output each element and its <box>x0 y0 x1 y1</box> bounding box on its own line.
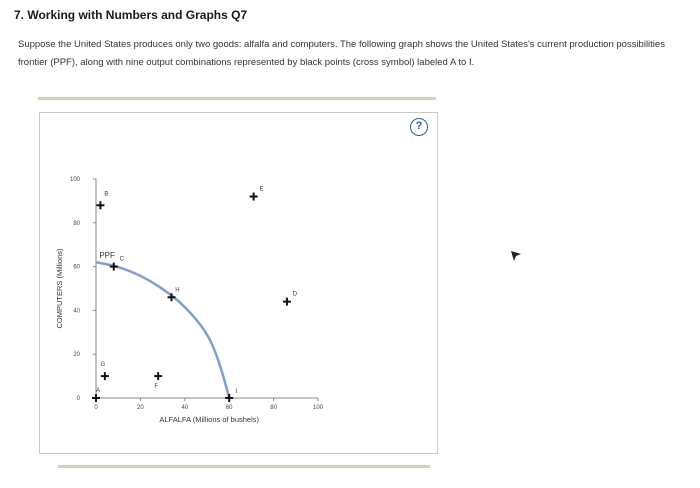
point-b[interactable] <box>96 191 108 209</box>
ppf-curve <box>96 262 229 398</box>
ppf-label: PPF <box>99 250 115 260</box>
point-label: D <box>292 291 298 298</box>
point-label: F <box>154 384 158 391</box>
x-axis-label: ALFALFA (Millions of bushels) <box>159 415 260 424</box>
x-tick-label: 0 <box>94 405 98 411</box>
x-tick-label: 100 <box>312 405 324 411</box>
y-axis-label: COMPUTERS (Millions) <box>55 248 64 329</box>
x-tick-label: 40 <box>181 405 189 411</box>
point-label: I <box>235 389 238 395</box>
point-label: A <box>95 388 101 394</box>
point-g[interactable] <box>101 362 109 380</box>
y-tick-label: 0 <box>76 396 80 402</box>
y-tick-label: 60 <box>73 264 80 271</box>
divider-bottom <box>58 465 430 468</box>
point-label: G <box>100 362 106 369</box>
question-body: Suppose the United States produces only two goods: alfalfa and computers. The following graph shows the United States's current production possibilities frontier (PPF), along with nine output combinations represented by black points (cross symbol) labeled A to I. <box>18 39 665 68</box>
point-label: C <box>119 256 124 263</box>
y-tick-label: 80 <box>73 220 80 227</box>
y-tick-label: 100 <box>69 177 80 183</box>
point-a[interactable] <box>92 388 100 402</box>
point-label: B <box>104 191 109 198</box>
question-title: 7. Working with Numbers and Graphs Q7 <box>14 8 248 22</box>
divider-top <box>38 97 436 100</box>
y-tick-label: 40 <box>73 308 80 315</box>
mouse-cursor-icon <box>510 250 522 262</box>
x-tick-label: 60 <box>225 405 233 411</box>
y-tick-label: 20 <box>73 352 80 359</box>
ppf-chart[interactable] <box>40 113 437 453</box>
point-e[interactable] <box>250 187 264 201</box>
help-icon[interactable]: ? <box>410 118 428 136</box>
point-label: H <box>175 287 180 294</box>
graph-panel <box>39 112 438 454</box>
x-tick-label: 80 <box>270 405 277 411</box>
point-d[interactable] <box>283 292 298 306</box>
point-f[interactable] <box>154 372 162 390</box>
point-label: E <box>259 186 264 193</box>
x-tick-label: 20 <box>137 405 144 411</box>
